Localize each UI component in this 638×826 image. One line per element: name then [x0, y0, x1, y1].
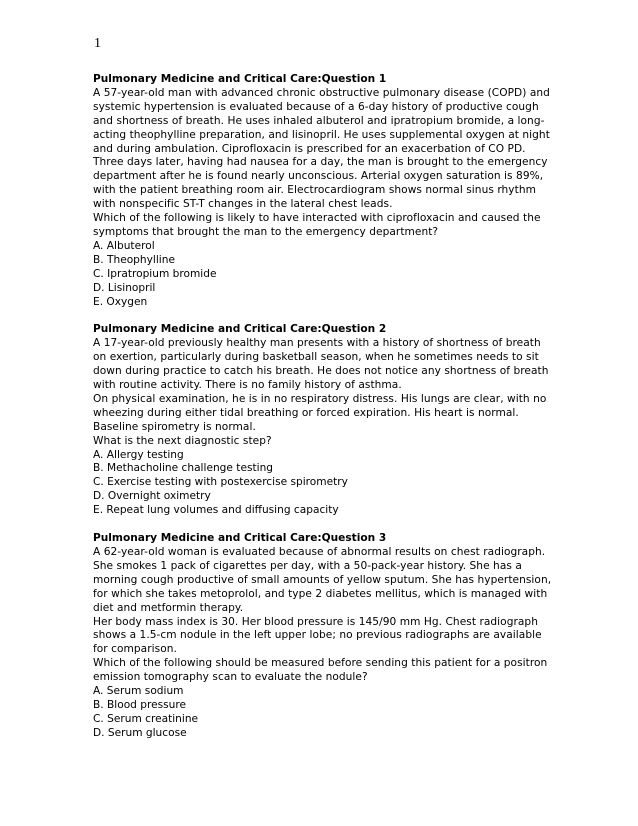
question-title: Pulmonary Medicine and Critical Care:Question 3 — [93, 532, 387, 545]
question-text-line: On physical examination, he is in no respiratory distress. His lungs are clear, with no — [93, 392, 547, 405]
question-text-line: diet and metformin therapy. — [93, 601, 244, 614]
question-text-line: morning cough productive of small amounts of yellow sputum. She has hypertension, — [93, 573, 552, 586]
answer-option: A. Allergy testing — [93, 448, 184, 461]
answer-option: B. Blood pressure — [93, 698, 187, 711]
question-2 — [93, 323, 563, 518]
question-text-line: Which of the following is likely to have interacted with ciprofloxacin and caused the — [93, 212, 541, 225]
question-1 — [93, 73, 563, 309]
question-text-line: shows a 1.5-cm nodule in the left upper lobe; no previous radiographs are available — [93, 629, 542, 642]
question-text-line: systemic hypertension is evaluated because of a 6-day history of productive cough — [93, 100, 539, 113]
answer-option: A. Serum sodium — [93, 685, 184, 698]
question-title: Pulmonary Medicine and Critical Care:Question 1 — [93, 73, 387, 85]
answer-option: A. Albuterol — [93, 239, 155, 252]
answer-option: C. Exercise testing with postexercise spirometry — [93, 476, 348, 489]
question-text-line: on exertion, particularly during basketball season, when he sometimes needs to sit — [93, 351, 539, 364]
question-text-line: emission tomography scan to evaluate the nodule? — [93, 671, 368, 684]
answer-option: B. Methacholine challenge testing — [93, 462, 274, 475]
answer-option: C. Ipratropium bromide — [93, 267, 217, 280]
answer-option: D. Lisinopril — [93, 281, 156, 294]
question-text-line: wheezing during either tidal breathing or forced expiration. His heart is normal. — [93, 406, 519, 419]
answer-option: D. Serum glucose — [93, 726, 187, 739]
answer-options — [93, 449, 563, 519]
question-text-line: Three days later, having had nausea for a day, the man is brought to the emergency — [93, 156, 548, 169]
question-text-line: Which of the following should be measured before sending this patient for a positron — [93, 657, 548, 670]
question-text-line: A 62-year-old woman is evaluated because of abnormal results on chest radiograph. — [93, 546, 546, 558]
question-text-line: A 17-year-old previously healthy man presents with a history of shortness of breath — [93, 337, 541, 350]
page-number: 1 — [94, 36, 101, 51]
question-text-line: A 57-year-old man with advanced chronic obstructive pulmonary disease (COPD) and — [93, 86, 550, 99]
answer-option: E. Oxygen — [93, 295, 148, 308]
answer-option: C. Serum creatinine — [93, 712, 199, 725]
question-text-line: with the patient breathing room air. Electrocardiogram shows normal sinus rhythm — [93, 184, 536, 197]
document-body — [93, 73, 563, 755]
answer-option: D. Overnight oximetry — [93, 490, 211, 503]
question-text-line: Her body mass index is 30. Her blood pressure is 145/90 mm Hg. Chest radiograph — [93, 615, 538, 628]
question-text-line: for which she takes metoprolol, and type 2 diabetes mellitus, which is managed with — [93, 587, 548, 600]
question-text-line: for comparison. — [93, 643, 177, 656]
answer-option: E. Repeat lung volumes and diffusing capacity — [93, 504, 339, 517]
question-3 — [93, 532, 563, 741]
answer-option: B. Theophylline — [93, 253, 175, 266]
question-title: Pulmonary Medicine and Critical Care:Question 2 — [93, 323, 387, 336]
answer-options — [93, 685, 563, 741]
question-text-line: symptoms that brought the man to the emergency department? — [93, 225, 439, 238]
question-text-line: Baseline spirometry is normal. — [93, 420, 256, 433]
question-text-line: What is the next diagnostic step? — [93, 434, 272, 447]
answer-options — [93, 240, 563, 310]
question-text-line: acting theophylline preparation, and lisinopril. He uses supplemental oxygen at night — [93, 128, 550, 141]
question-text-line: with routine activity. There is no family history of asthma. — [93, 379, 402, 392]
question-text-line: with nonspecific ST-T changes in the lateral chest leads. — [93, 198, 393, 211]
question-text-line: and shortness of breath. He uses inhaled albuterol and ipratropium bromide, a long- — [93, 114, 545, 127]
question-text-line: department after he is found nearly unconscious. Arterial oxygen saturation is 89%, — [93, 170, 544, 183]
question-text-line: down during practice to catch his breath. He does not notice any shortness of breath — [93, 365, 549, 378]
question-text-line: She smokes 1 pack of cigarettes per day, with a 50-pack-year history. She has a — [93, 559, 522, 572]
question-text-line: and during ambulation. Ciprofloxacin is prescribed for an exacerbation of CO PD. — [93, 142, 526, 155]
